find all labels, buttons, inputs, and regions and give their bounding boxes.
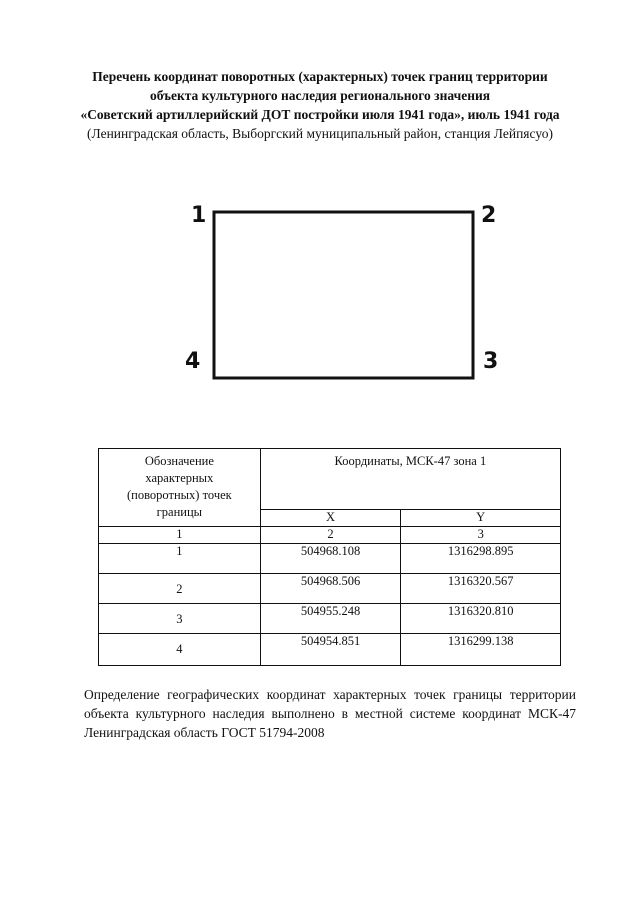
table-cell-point: 1 [99, 544, 261, 574]
point-label-3: 3 [483, 349, 499, 374]
header-point-designation: Обозначение характерных (поворотных) точек границы [99, 449, 261, 527]
table-cell-point: 3 [99, 604, 261, 634]
coordinate-system-note: Определение географических координат характерных точек границы территории объекта культурного наследия выполнено в местной системе координат МСК-47 Ленинградская область ГОСТ 51794-2008 [84, 687, 576, 740]
table-cell-x: 504968.506 [260, 574, 401, 604]
title-line-3: «Советский артиллерийский ДОТ постройки июля 1941 года», июль 1941 года [80, 107, 560, 122]
header-coordinates: Координаты, МСК-47 зона 1 [260, 449, 560, 510]
table-cell-x: 504968.108 [260, 544, 401, 574]
header-y: Y [401, 510, 561, 527]
table-cell-y: 1316299.138 [401, 634, 561, 666]
table-cell-y: 1316320.567 [401, 574, 561, 604]
header-x: X [260, 510, 401, 527]
table-index-row [99, 527, 561, 544]
point-label-2: 2 [481, 203, 497, 228]
table-cell-point: 2 [99, 574, 261, 604]
table-cell-x: 504955.248 [260, 604, 401, 634]
table-cell: 1 [99, 527, 261, 544]
table-cell: 2 [260, 527, 401, 544]
table-cell-point: 4 [99, 634, 261, 666]
point-label-4: 4 [185, 349, 201, 374]
table-cell-y: 1316298.895 [401, 544, 561, 574]
table-row [99, 634, 561, 666]
table-row [99, 574, 561, 604]
boundary-rectangle [214, 212, 473, 378]
table-cell-y: 1316320.810 [401, 604, 561, 634]
coordinates-table [98, 448, 561, 666]
point-label-1: 1 [191, 203, 207, 228]
table-cell-x: 504954.851 [260, 634, 401, 666]
title-line-1: Перечень координат поворотных (характерных) точек границ территории [92, 69, 548, 84]
title-line-2: объекта культурного наследия регионального значения [149, 88, 491, 103]
title-line-4: (Ленинградская область, Выборгский муниципальный район, станция Лейпясуо) [87, 126, 553, 141]
table-cell: 3 [401, 527, 561, 544]
table-row [99, 544, 561, 574]
boundary-diagram [0, 0, 640, 420]
table-row [99, 604, 561, 634]
